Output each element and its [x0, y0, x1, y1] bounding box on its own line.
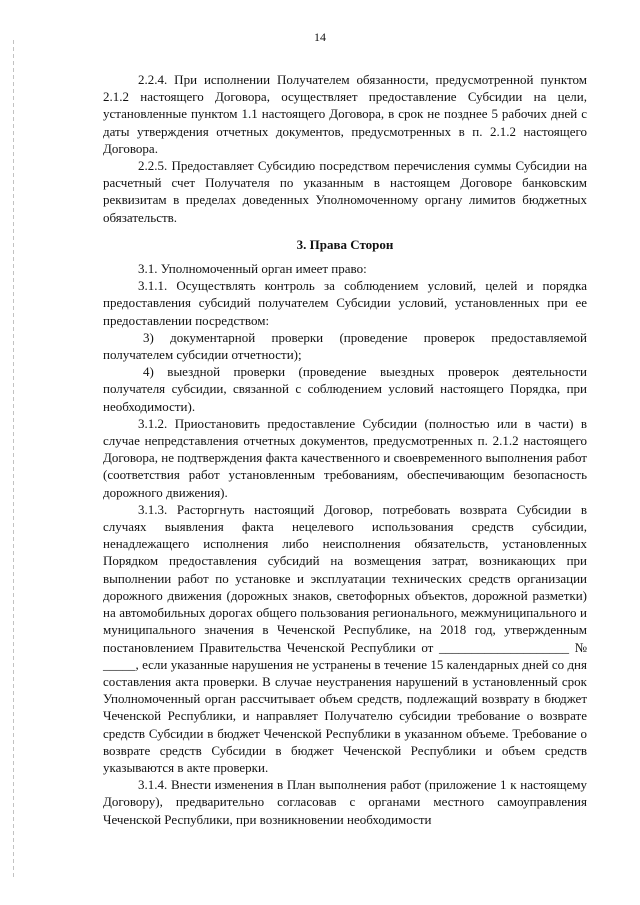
paragraph-2-2-4: 2.2.4. При исполнении Получателем обязанности, предусмотренной пунктом 2.1.2 настоящего Договора, осуществляет предоставление Субсидии на цели, установленные пунктом 1.1 настоящего Договора, в срок не позднее 5 рабочих дней с даты утверждения отчетных документов, предусмотренных в п. 2.1.2 настоящего Договора. — [103, 72, 587, 156]
document-body — [103, 71, 587, 828]
paragraph-3-1-4: 3.1.4. Внести изменения в План выполнения работ (приложение 1 к настоящему Договору), предварительно согласовав с органами местного самоуправления Чеченской Республики, при возникновении необходимости — [103, 777, 587, 827]
paragraph-3-1-3: 3.1.3. Расторгнуть настоящий Договор, потребовать возврата Субсидии в случаях выявления факта нецелевого использования средств субсидии, ненадлежащего исполнения либо неисполнения обязательств, установленных Порядком предоставления субсидий на возмещения затрат, возникающих при выполнении работ по установке и эксплуатации технических средств организации дорожного движения (дорожных знаков, светофорных объектов, дорожной разметки) на автомобильных дорогах общего пользования регионального, межмуниципального и муниципального значения в Чеченской Республике, на 2018 год, утвержденным постановлением Правительства Чеченской Республики от ____________________ № _____, если указанные нарушения не устранены в течение 15 календарных дней со дня составления акта проверки. В случае неустранения нарушений в установленный срок Уполномоченный орган рассчитывает объем средств, подлежащий возврату в бюджет Чеченской Республики, и направляет Получателю субсидии требование о возврате средств Субсидии в бюджет Чеченской Республики в указанном объеме. Требование о возврате средств Субсидии в бюджет Чеченской Республики и объем средств указываются в акте проверки. — [103, 501, 587, 775]
paragraph-2-2-5: 2.2.5. Предоставляет Субсидию посредством перечисления суммы Субсидии на расчетный счет Получателя по указанным в настоящем Договоре банковским реквизитам в пределах доведенных Уполномоченному органу лимитов бюджетных обязательств. — [103, 158, 587, 225]
page-number: 14 — [314, 30, 326, 44]
paragraph-3-1-1: 3.1.1. Осуществлять контроль за соблюдением условий, целей и порядка предоставления субсидий получателем Субсидии условий, установленных при ее предоставлении посредством: — [103, 278, 587, 328]
section-heading: 3. Права Сторон — [296, 236, 394, 252]
list-item-onsite-check: 4) выездной проверки (проведение выездных проверок деятельности получателя субсидии, связанной с соблюдением условий настоящего Порядка, при необходимости). — [103, 364, 587, 414]
list-item-documentary-check: 3) документарной проверки (проведение проверок предоставляемой получателем субсидии отчетности); — [103, 329, 587, 363]
paragraph-3-1-2: 3.1.2. Приостановить предоставление Субсидии (полностью или в части) в случае непредставления отчетных документов, предусмотренных п. 2.1.2 настоящего Договора, не подтверждения факта качественного и своевременного выполнения работ (соответствия работ установленным требованиям, обеспечивающим безопасность дорожного движения). — [103, 415, 587, 500]
paragraph-3-1: 3.1. Уполномоченный орган имеет право: — [138, 261, 367, 277]
scan-edge-marks — [13, 40, 15, 880]
